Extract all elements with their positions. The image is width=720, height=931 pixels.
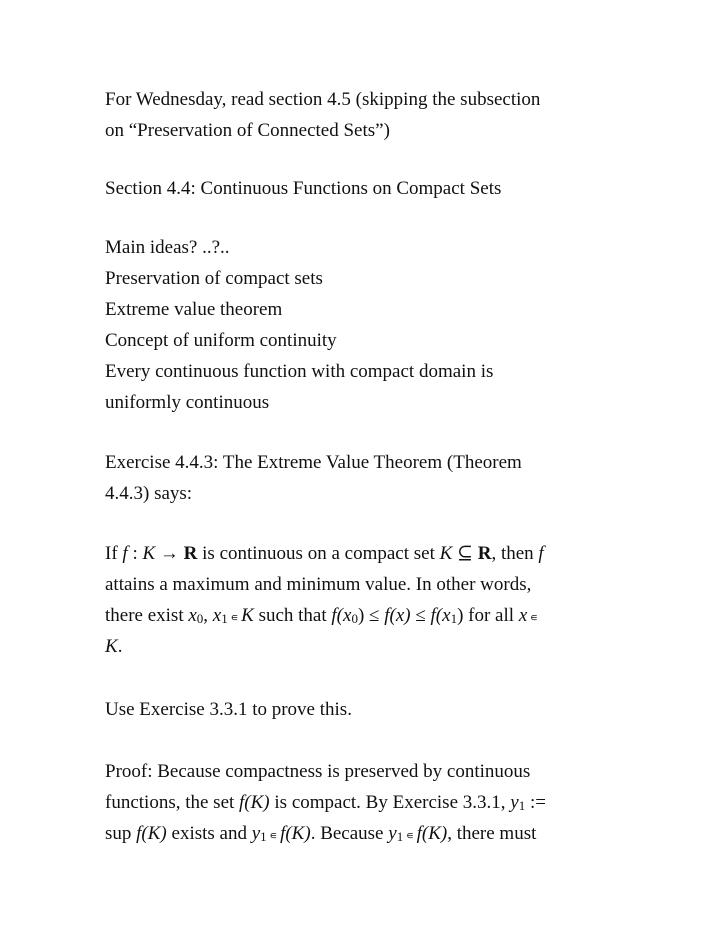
exercise-statement [105,447,705,509]
section-heading [105,173,705,204]
proof [105,756,705,849]
main-idea-item: Extreme value theorem [105,299,283,320]
main-idea-item: Preservation of compact sets [105,268,323,289]
proof-line-1: Proof: Because compactness is preserved by continuous [105,761,531,782]
reading-assignment [105,84,705,146]
theorem-line-3: there exist x0, x1 ∊ K such that f(x0) ≤ f(x) ≤ f(x1) for all x ∊ [105,605,538,626]
reading-line-1: For Wednesday, read section 4.5 (skipping the subsection [105,89,541,110]
main-idea-item: Concept of uniform continuity [105,330,337,351]
main-ideas [105,232,705,418]
main-idea-item: uniformly continuous [105,392,270,413]
instruction-text: Use Exercise 3.3.1 to prove this. [105,699,352,720]
section-heading-text: Section 4.4: Continuous Functions on Compact Sets [105,178,502,199]
main-ideas-header: Main ideas? ..?.. [105,237,230,258]
exercise-line-2: 4.4.3) says: [105,483,193,504]
instruction [105,694,705,725]
theorem-statement [105,538,705,662]
main-idea-item: Every continuous function with compact domain is [105,361,494,382]
proof-line-2: functions, the set f(K) is compact. By Exercise 3.3.1, y1 := [105,792,546,813]
theorem-line-2: attains a maximum and minimum value. In other words, [105,574,532,595]
theorem-line-4: K. [105,636,123,657]
theorem-line-1: If f : K → R is continuous on a compact set K ⊆ R, then f [105,543,544,564]
proof-line-3: sup f(K) exists and y1 ∊ f(K). Because y1 ∊ f(K), there must [105,823,537,844]
reading-line-2: on “Preservation of Connected Sets”) [105,120,390,141]
exercise-line-1: Exercise 4.4.3: The Extreme Value Theorem (Theorem [105,452,522,473]
